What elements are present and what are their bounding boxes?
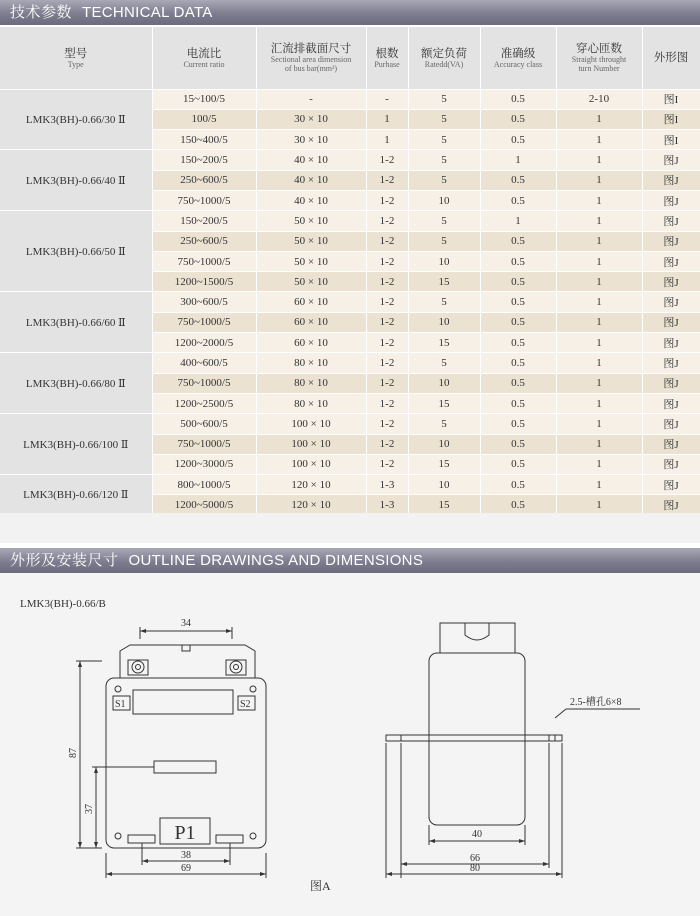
column-header-en: Purhase <box>374 59 400 69</box>
dim-height-label: 87 <box>68 748 79 758</box>
table-cell: 图J <box>642 211 700 231</box>
table-cell: 1 <box>556 373 642 393</box>
table-cell: 50 × 10 <box>256 211 366 231</box>
table-cell: 0.5 <box>480 353 556 373</box>
table-cell: 10 <box>408 434 480 454</box>
table-row <box>0 89 700 109</box>
column-header <box>480 27 556 89</box>
column-header <box>366 27 408 89</box>
table-cell: 1 <box>556 333 642 353</box>
table-cell: 1-2 <box>366 211 408 231</box>
front-bottom-left-pad <box>128 835 155 843</box>
table-cell: 5 <box>408 414 480 434</box>
table-cell: 15 <box>408 272 480 292</box>
dim-side-body-label: 40 <box>472 829 482 840</box>
terminal-s1-label: S1 <box>115 699 126 710</box>
table-cell: 0.5 <box>480 333 556 353</box>
table-cell: 1-2 <box>366 292 408 312</box>
table-cell: 图I <box>642 109 700 129</box>
terminal-s2-label: S2 <box>240 699 251 710</box>
model-cell: LMK3(BH)-0.66/30 Ⅱ <box>0 89 152 150</box>
table-cell: 1 <box>366 109 408 129</box>
table-cell: 250~600/5 <box>152 170 256 190</box>
table-cell: 1-2 <box>366 414 408 434</box>
technical-data-table <box>0 27 700 516</box>
table-cell: 5 <box>408 211 480 231</box>
table-cell: 750~1000/5 <box>152 190 256 210</box>
table-cell: 0.5 <box>480 495 556 515</box>
table-cell: 图J <box>642 393 700 413</box>
table-cell: 1 <box>556 312 642 332</box>
table-cell: 图J <box>642 353 700 373</box>
table-cell: 15 <box>408 393 480 413</box>
table-cell: 100/5 <box>152 109 256 129</box>
table-cell: 120 × 10 <box>256 495 366 515</box>
table-cell: 15 <box>408 495 480 515</box>
side-top-cap <box>440 623 515 653</box>
table-cell: 1 <box>480 150 556 170</box>
table-cell: 0.5 <box>480 89 556 109</box>
column-header-cn: 电流比 <box>186 45 222 60</box>
table-cell: 0.5 <box>480 170 556 190</box>
model-cell: LMK3(BH)-0.66/100 Ⅱ <box>0 414 152 475</box>
table-cell: 0.5 <box>480 109 556 129</box>
front-busbar-slot <box>154 761 216 773</box>
table-cell: 图J <box>642 475 700 495</box>
table-cell: 5 <box>408 231 480 251</box>
table-header-row <box>0 27 700 89</box>
table-cell: 1 <box>556 170 642 190</box>
table-cell: 5 <box>408 292 480 312</box>
table-cell: 图J <box>642 434 700 454</box>
table-row <box>0 475 700 495</box>
column-header-en: Sectional area dimension <box>270 55 352 65</box>
table-cell: - <box>256 89 366 109</box>
table-cell: 750~1000/5 <box>152 434 256 454</box>
table-cell: 400~600/5 <box>152 353 256 373</box>
table-cell: 1-2 <box>366 312 408 332</box>
model-cell: LMK3(BH)-0.66/80 Ⅱ <box>0 353 152 414</box>
dim-bottom-inner-label: 38 <box>181 850 191 861</box>
table-cell: 0.5 <box>480 251 556 271</box>
table-cell: 图J <box>642 414 700 434</box>
section-title-en: TECHNICAL DATA <box>82 4 213 21</box>
column-header-cn: 型号 <box>64 45 88 60</box>
table-cell: 0.5 <box>480 454 556 474</box>
column-header-en: of bus bar(mm²) <box>284 64 338 74</box>
section-header-technical-data <box>0 0 700 25</box>
table-cell: 150~200/5 <box>152 211 256 231</box>
table-cell: 100 × 10 <box>256 454 366 474</box>
model-cell: LMK3(BH)-0.66/40 Ⅱ <box>0 150 152 211</box>
model-cell: LMK3(BH)-0.66/120 Ⅱ <box>0 475 152 516</box>
column-header <box>0 27 152 89</box>
table-cell: 750~1000/5 <box>152 251 256 271</box>
section2-title-en: OUTLINE DRAWINGS AND DIMENSIONS <box>128 552 424 569</box>
table-cell: 10 <box>408 251 480 271</box>
table-cell: 图J <box>642 170 700 190</box>
table-cell: 1 <box>556 393 642 413</box>
table-cell: 60 × 10 <box>256 333 366 353</box>
table-cell: 图J <box>642 454 700 474</box>
table-cell: 5 <box>408 130 480 150</box>
table-cell: 1 <box>556 292 642 312</box>
slot-note-label: 2.5-槽孔6×8 <box>570 697 622 708</box>
table-cell: 1 <box>556 353 642 373</box>
table-cell: - <box>366 89 408 109</box>
table-cell: 1 <box>556 454 642 474</box>
table-cell: 1-2 <box>366 373 408 393</box>
table-cell: 750~1000/5 <box>152 373 256 393</box>
table-cell: 图J <box>642 333 700 353</box>
table-cell: 750~1000/5 <box>152 312 256 332</box>
table-row <box>0 414 700 434</box>
table-cell: 1 <box>556 475 642 495</box>
section-header-outline-drawings <box>0 548 700 573</box>
table-cell: 5 <box>408 353 480 373</box>
table-cell: 60 × 10 <box>256 292 366 312</box>
table-cell: 1-2 <box>366 333 408 353</box>
table-row <box>0 292 700 312</box>
table-cell: 0.5 <box>480 393 556 413</box>
table-cell: 10 <box>408 475 480 495</box>
table-cell: 5 <box>408 170 480 190</box>
table-cell: 150~400/5 <box>152 130 256 150</box>
table-cell: 1-2 <box>366 454 408 474</box>
table-cell: 15 <box>408 333 480 353</box>
table-cell: 1200~5000/5 <box>152 495 256 515</box>
table-cell: 80 × 10 <box>256 393 366 413</box>
table-cell: 150~200/5 <box>152 150 256 170</box>
table-cell: 图J <box>642 292 700 312</box>
table-cell: 40 × 10 <box>256 150 366 170</box>
front-top-tab <box>182 645 190 651</box>
table-cell: 250~600/5 <box>152 231 256 251</box>
table-cell: 1200~2500/5 <box>152 393 256 413</box>
table-cell: 图J <box>642 231 700 251</box>
table-cell: 30 × 10 <box>256 130 366 150</box>
column-header-en: Accuracy class <box>493 59 543 69</box>
dim-top-width-label: 34 <box>181 618 191 629</box>
section-title-cn: 技术参数 <box>10 4 73 21</box>
column-header <box>642 27 700 89</box>
column-header-cn: 根数 <box>375 45 399 60</box>
table-cell: 0.5 <box>480 475 556 495</box>
table-cell: 0.5 <box>480 190 556 210</box>
column-header-en: Straight throught <box>571 55 627 65</box>
table-cell: 1-2 <box>366 231 408 251</box>
table-cell: 100 × 10 <box>256 434 366 454</box>
table-cell: 10 <box>408 373 480 393</box>
front-bottom-right-pad <box>216 835 243 843</box>
table-cell: 40 × 10 <box>256 170 366 190</box>
table-cell: 0.5 <box>480 272 556 292</box>
table-cell: 1 <box>366 130 408 150</box>
slot-note-leader <box>555 709 566 718</box>
table-cell: 1200~3000/5 <box>152 454 256 474</box>
dim-lower-height-label: 37 <box>84 804 95 814</box>
dim-side-total-label: 80 <box>470 863 480 874</box>
column-header-en: Current ratio <box>183 59 225 69</box>
column-header <box>556 27 642 89</box>
outline-drawing-svg <box>0 573 700 916</box>
table-cell: 1-2 <box>366 434 408 454</box>
dim-bottom-outer-label: 69 <box>181 863 191 874</box>
table-cell: 80 × 10 <box>256 373 366 393</box>
column-header-en: Type <box>67 59 84 69</box>
table-cell: 0.5 <box>480 414 556 434</box>
front-right-screw-icon <box>230 661 242 673</box>
table-cell: 0.5 <box>480 373 556 393</box>
table-cell: 图I <box>642 130 700 150</box>
table-cell: 1 <box>556 251 642 271</box>
table-cell: 1 <box>556 272 642 292</box>
table-cell: 50 × 10 <box>256 272 366 292</box>
table-cell: 5 <box>408 89 480 109</box>
table-cell: 40 × 10 <box>256 190 366 210</box>
column-header <box>152 27 256 89</box>
table-cell: 300~600/5 <box>152 292 256 312</box>
column-header-cn: 准确级 <box>500 45 536 60</box>
table-cell: 60 × 10 <box>256 312 366 332</box>
table-cell: 0.5 <box>480 434 556 454</box>
figure-caption: 图A <box>310 879 331 893</box>
table-cell: 1 <box>556 414 642 434</box>
table-cell: 1 <box>556 495 642 515</box>
table-cell: 1-2 <box>366 170 408 190</box>
table-cell: 80 × 10 <box>256 353 366 373</box>
front-window-bar <box>133 690 233 714</box>
column-header <box>256 27 366 89</box>
table-cell: 图J <box>642 150 700 170</box>
table-cell: 1-2 <box>366 393 408 413</box>
dim-side-mid-label: 66 <box>470 853 480 864</box>
column-header-cn: 穿心匝数 <box>576 40 622 55</box>
table-cell: 1-2 <box>366 251 408 271</box>
table-cell: 1 <box>556 130 642 150</box>
table-cell: 0.5 <box>480 312 556 332</box>
table-cell: 800~1000/5 <box>152 475 256 495</box>
table-cell: 2-10 <box>556 89 642 109</box>
table-cell: 图J <box>642 312 700 332</box>
table-row <box>0 353 700 373</box>
column-header-en: Ratedd(VA) <box>424 59 464 69</box>
table-cell: 0.5 <box>480 292 556 312</box>
table-cell: 0.5 <box>480 231 556 251</box>
front-corner-hole-icon <box>115 686 121 692</box>
table-cell: 1-3 <box>366 495 408 515</box>
table-cell: 图J <box>642 272 700 292</box>
side-busbar <box>386 735 562 741</box>
table-cell: 1200~2000/5 <box>152 333 256 353</box>
table-cell: 图J <box>642 190 700 210</box>
table-cell: 1-2 <box>366 150 408 170</box>
table-cell: 1 <box>556 211 642 231</box>
drawing-model-label: LMK3(BH)-0.66/B <box>20 598 106 610</box>
table-row <box>0 150 700 170</box>
section2-title-cn: 外形及安装尺寸 <box>10 552 119 569</box>
table-cell: 1 <box>556 190 642 210</box>
table-cell: 图J <box>642 251 700 271</box>
table-cell: 5 <box>408 109 480 129</box>
table-cell: 图I <box>642 89 700 109</box>
front-left-screw-icon <box>132 661 144 673</box>
table-cell: 1 <box>556 434 642 454</box>
table-cell: 50 × 10 <box>256 231 366 251</box>
table-cell: 30 × 10 <box>256 109 366 129</box>
table-cell: 1-2 <box>366 272 408 292</box>
table-cell: 1-2 <box>366 353 408 373</box>
table-cell: 50 × 10 <box>256 251 366 271</box>
table-cell: 1 <box>556 150 642 170</box>
table-cell: 1 <box>556 109 642 129</box>
side-body-outline <box>429 653 525 825</box>
table-cell: 1 <box>480 211 556 231</box>
table-cell: 图J <box>642 495 700 515</box>
terminal-p1-label: P1 <box>174 822 196 844</box>
table-cell: 15~100/5 <box>152 89 256 109</box>
table-cell: 15 <box>408 454 480 474</box>
table-cell: 图J <box>642 373 700 393</box>
table-cell: 120 × 10 <box>256 475 366 495</box>
outline-drawing-area <box>0 573 700 916</box>
table-bottom-band <box>0 513 700 543</box>
table-body <box>0 89 700 515</box>
table-cell: 10 <box>408 312 480 332</box>
table-cell: 1-3 <box>366 475 408 495</box>
table-cell: 500~600/5 <box>152 414 256 434</box>
table-cell: 10 <box>408 190 480 210</box>
model-cell: LMK3(BH)-0.66/50 Ⅱ <box>0 211 152 292</box>
model-cell: LMK3(BH)-0.66/60 Ⅱ <box>0 292 152 353</box>
column-header-cn: 汇流排截面尺寸 <box>270 40 352 55</box>
table-row <box>0 211 700 231</box>
column-header-cn: 额定负荷 <box>421 45 467 60</box>
column-header-cn: 外形图 <box>653 50 689 65</box>
column-header <box>408 27 480 89</box>
table-cell: 0.5 <box>480 130 556 150</box>
table-cell: 100 × 10 <box>256 414 366 434</box>
table-cell: 1 <box>556 231 642 251</box>
table-cell: 1-2 <box>366 190 408 210</box>
table-cell: 5 <box>408 150 480 170</box>
table-cell: 1200~1500/5 <box>152 272 256 292</box>
side-top-clip <box>465 623 489 640</box>
column-header-en: turn Number <box>578 64 620 74</box>
